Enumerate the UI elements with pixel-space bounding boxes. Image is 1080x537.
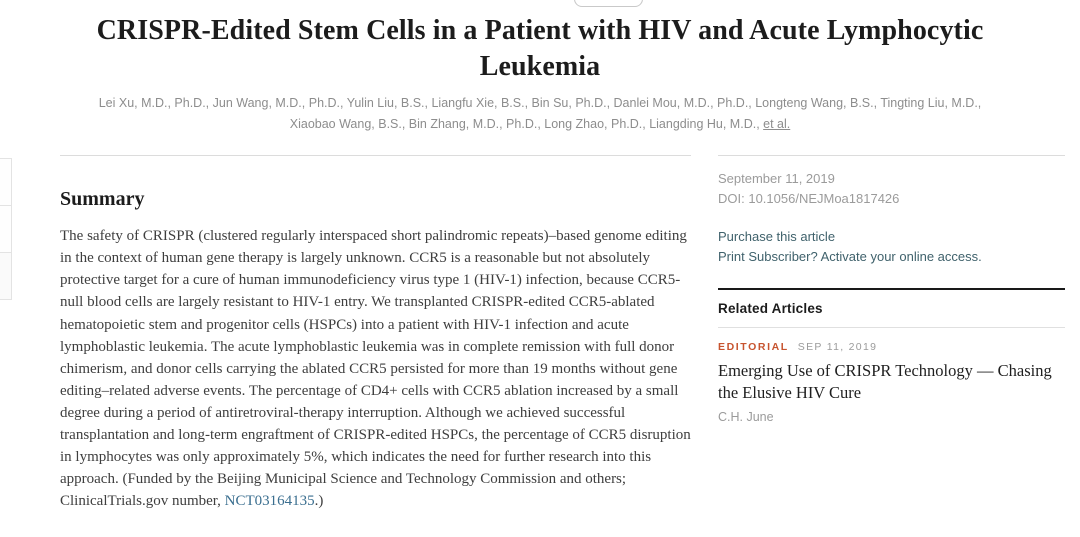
activate-access-link[interactable]: Print Subscriber? Activate your online access. [718, 248, 982, 264]
sidebar [718, 155, 1065, 512]
doi-text: DOI: 10.1056/NEJMoa1817426 [718, 191, 900, 207]
author-names: Lei Xu, M.D., Ph.D., Jun Wang, M.D., Ph.D., Yulin Liu, B.S., Liangfu Xie, B.S., Bin Su, Ph.D., Danlei Mou, M.D., Ph.D., Longteng Wang, B.S., Tingting Liu, M.D., Xiaobao Wang, B.S., Bin Zhang, M.D., Ph.D., Long Zhao, Ph.D., Liangding Hu, M.D., [98, 96, 982, 131]
related-divider [718, 327, 1065, 328]
article-meta [718, 169, 1065, 209]
main-column [60, 155, 691, 512]
related-article-date: SEP 11, 2019 [797, 340, 878, 353]
related-article-item [718, 341, 1065, 425]
article-title: CRISPR-Edited Stem Cells in a Patient with HIV and Acute Lymphocytic Leukemia [96, 15, 984, 82]
purchase-article-link[interactable]: Purchase this article [718, 228, 836, 244]
access-links [718, 227, 1065, 267]
content-columns [60, 155, 1065, 512]
share-toolbar [0, 158, 12, 300]
summary-text-end: .) [314, 492, 324, 509]
summary-text [60, 225, 691, 512]
audio-pill-button[interactable] [574, 0, 643, 7]
related-article-link[interactable]: Emerging Use of CRISPR Technology — Chasing the Elusive HIV Cure [718, 360, 1052, 402]
editorial-tag: EDITORIAL [718, 340, 789, 353]
related-article-meta [718, 341, 1065, 353]
summary-heading: Summary [60, 188, 145, 211]
publish-date: September 11, 2019 [718, 171, 835, 187]
et-al-link[interactable]: et al. [763, 116, 791, 131]
related-article-author: C.H. June [718, 410, 774, 425]
related-articles-heading: Related Articles [718, 300, 823, 316]
article-header [0, 0, 1080, 134]
related-articles-section [718, 288, 1065, 425]
author-list [78, 93, 1003, 134]
clinical-trial-link[interactable]: NCT03164135 [224, 492, 315, 509]
share-button-2[interactable] [0, 205, 12, 253]
share-button-3[interactable] [0, 252, 12, 300]
share-button-1[interactable] [0, 158, 12, 206]
summary-text-main: The safety of CRISPR (clustered regularly interspaced short palindromic repeats)–based genome editing in the context of human gene therapy is largely unknown. CCR5 is a reasonable but not absolutely protective target for a cure of human immunodeficiency virus type 1 (HIV-1) infection, because CCR5-null blood cells are largely resistant to HIV-1 entry. We transplanted CRISPR-edited CCR5-ablated hematopoietic stem and progenitor cells (HSPCs) into a patient with HIV-1 infection and acute lymphoblastic leukemia. The acute lymphoblastic leukemia was in complete remission with full donor chimerism, and donor cells carrying the ablated CCR5 persisted for more than 19 months without gene editing–related adverse events. The percentage of CD4+ cells with CCR5 ablation increased by a small degree during a period of antiretroviral-therapy interruption. Although we achieved successful transplantation and long-term engraftment of CRISPR-edited HSPCs, the percentage of CCR5 disruption in lymphocytes was only approximately 5%, which indicates the need for further research into this approach. (Funded by the Beijing Municipal Science and Technology Commission and others; ClinicalTrials.gov number, [60, 228, 691, 509]
